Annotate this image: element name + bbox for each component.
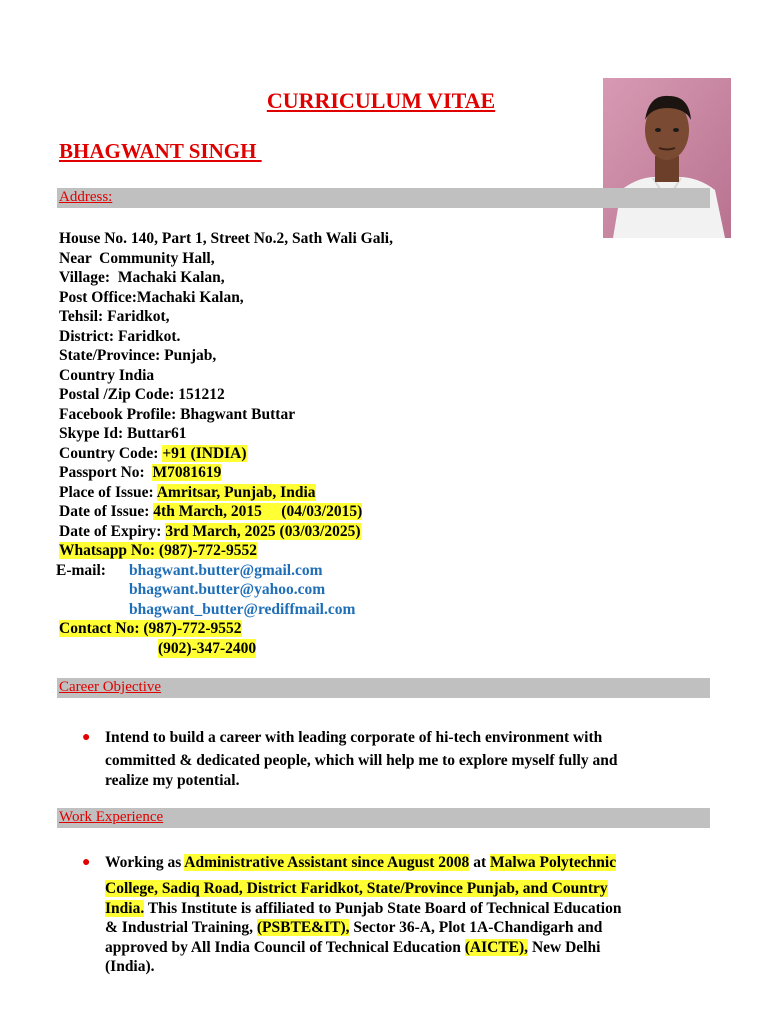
work-line: Working as Administrative Assistant since August 2008 at Malwa Polytechnic bbox=[105, 854, 617, 871]
email-label: E-mail: bbox=[56, 561, 106, 579]
date-of-expiry-value: 3rd March, 2025 (03/03/2025) bbox=[165, 522, 361, 540]
address-line: Skype Id: Buttar61 bbox=[59, 425, 187, 442]
date-of-expiry-line bbox=[59, 522, 393, 542]
profile-photo bbox=[603, 78, 731, 238]
country-code-value: +91 (INDIA) bbox=[162, 444, 247, 462]
address-line: Village: Machaki Kalan, bbox=[59, 269, 225, 286]
work-line: & Industrial Training, (PSBTE&IT), Sector 36-A, Plot 1A-Chandigarh and bbox=[105, 919, 603, 936]
passport-line bbox=[59, 463, 393, 483]
work-line: College, Sadiq Road, District Faridkot, State/Province Punjab, and Country bbox=[105, 880, 608, 897]
address-line: Near Community Hall, bbox=[59, 249, 215, 267]
work-line: approved by All India Council of Technical Education (AICTE), New Delhi bbox=[105, 938, 601, 956]
email-line bbox=[56, 561, 393, 581]
country-code-line bbox=[59, 444, 393, 464]
passport-label: Passport No: bbox=[59, 464, 153, 481]
work-experience bbox=[82, 853, 710, 977]
address-line: Country India bbox=[59, 366, 155, 384]
place-of-issue-value: Amritsar, Punjab, India bbox=[156, 483, 316, 501]
work-line: (India). bbox=[105, 958, 155, 975]
date-of-issue-line bbox=[59, 502, 393, 522]
whatsapp-number: Whatsapp No: (987)-772-9552 bbox=[59, 542, 258, 559]
candidate-name: BHAGWANT SINGH bbox=[59, 139, 262, 163]
contact-number: (902)-347-2400 bbox=[158, 639, 257, 657]
address-line: Tehsil: Faridkot, bbox=[59, 308, 170, 325]
bullet-icon: ● bbox=[82, 730, 91, 745]
passport-value: M7081619 bbox=[152, 464, 222, 481]
address-heading: Address: bbox=[59, 189, 113, 205]
address-line: State/Province: Punjab, bbox=[59, 347, 217, 364]
career-line: realize my potential. bbox=[105, 772, 240, 789]
place-of-issue-line bbox=[59, 483, 393, 503]
country-code-label: Country Code: bbox=[59, 444, 163, 462]
address-block bbox=[56, 229, 393, 658]
address-section-bar bbox=[57, 188, 710, 208]
email-link[interactable]: bhagwant_butter@rediffmail.com bbox=[129, 600, 356, 618]
work-heading: Work Experience bbox=[59, 809, 164, 825]
date-of-issue-value: 4th March, 2015 (04/03/2015) bbox=[153, 503, 363, 520]
email-line bbox=[59, 600, 393, 620]
email-line bbox=[59, 580, 393, 600]
email-link[interactable]: bhagwant.butter@yahoo.com bbox=[129, 581, 326, 598]
document-title: CURRICULUM VITAE bbox=[266, 88, 496, 113]
address-line: Post Office:Machaki Kalan, bbox=[59, 288, 244, 306]
career-section-bar bbox=[57, 678, 710, 698]
address-line: House No. 140, Part 1, Street No.2, Sath Wali Gali, bbox=[59, 230, 393, 247]
whatsapp-line bbox=[59, 541, 393, 561]
date-of-issue-label: Date of Issue: bbox=[59, 503, 154, 520]
address-line: Postal /Zip Code: 151212 bbox=[59, 386, 225, 403]
contact-number: Contact No: (987)-772-9552 bbox=[59, 620, 242, 637]
date-of-expiry-label: Date of Expiry: bbox=[59, 522, 166, 540]
career-line: committed & dedicated people, which will help me to explore myself fully and bbox=[105, 752, 618, 769]
address-line: District: Faridkot. bbox=[59, 327, 181, 345]
place-of-issue-label: Place of Issue: bbox=[59, 483, 157, 501]
contact-line bbox=[59, 619, 393, 639]
email-link[interactable]: bhagwant.butter@gmail.com bbox=[129, 561, 323, 579]
career-objective bbox=[82, 725, 710, 791]
career-line: Intend to build a career with leading corporate of hi-tech environment with bbox=[105, 729, 603, 746]
bullet-icon: ● bbox=[82, 855, 91, 870]
address-line: Facebook Profile: Bhagwant Buttar bbox=[59, 405, 296, 423]
work-line: India. This Institute is affiliated to Punjab State Board of Technical Education bbox=[105, 899, 622, 917]
work-section-bar bbox=[57, 808, 710, 828]
contact-line bbox=[59, 639, 393, 659]
career-heading: Career Objective bbox=[59, 679, 162, 695]
